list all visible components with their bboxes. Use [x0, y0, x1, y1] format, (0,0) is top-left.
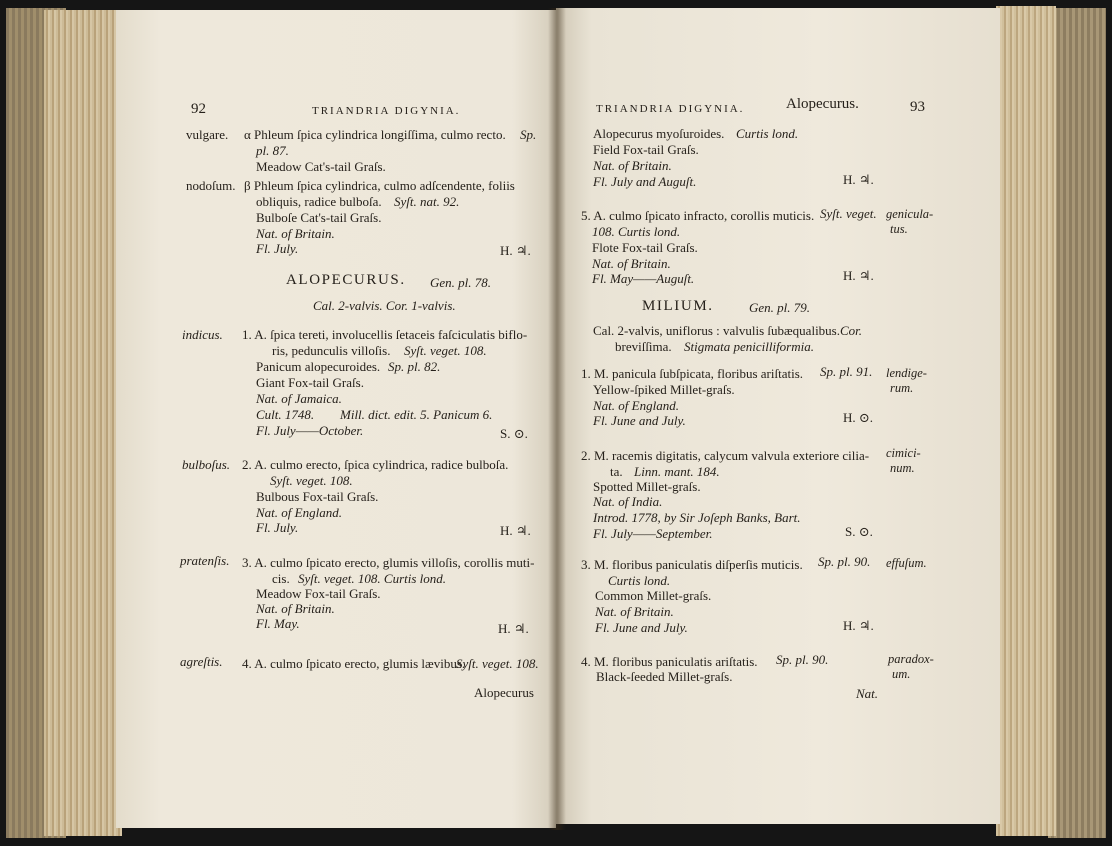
cimicinum-native: Nat. of India. — [593, 494, 663, 509]
bulbosus-label: bulboſus. — [182, 457, 231, 472]
indicus-cultivated-ref: Mill. dict. edit. 5. Panicum 6. — [340, 407, 493, 422]
lendigerum-line-1: 1. M. panicula ſubſpicata, floribus ariſtatis. — [581, 366, 804, 381]
geniculatus-line-1: 5. A. culmo ſpicato infracto, corollis muticis. — [581, 208, 815, 223]
vulgare-line-1: α Phleum ſpica cylindrica longiſſima, culmo recto. — [244, 127, 506, 142]
indicus-ref: Syſt. veget. 108. — [404, 343, 487, 358]
vulgare-ref-2: pl. 87. — [256, 143, 289, 158]
right-page-number: 93 — [910, 99, 925, 115]
nodosum-line-1: β Phleum ſpica cylindrica, culmo adſcendente, foliis — [244, 178, 515, 193]
myosuroides-ref: Curtis lond. — [736, 126, 799, 141]
book-cover-right — [1048, 8, 1106, 838]
indicus-line-1: 1. A. ſpica tereti, involucellis ſetaceis faſciculatis biflo- — [242, 327, 528, 342]
cimicinum-ref: Linn. mant. 184. — [634, 464, 720, 479]
bulbosus-ref: Syſt. veget. 108. — [270, 473, 353, 488]
alopecurus-genus-ref: Gen. pl. 78. — [430, 275, 492, 290]
pratensis-habit: H. ♃. — [498, 621, 529, 636]
cimicinum-line-2: ta. — [610, 464, 623, 479]
bulbosus-flowering: Fl. July. — [256, 520, 299, 535]
indicus-native: Nat. of Jamaica. — [256, 391, 342, 406]
cimicinum-label-2: num. — [890, 461, 915, 475]
right-header-genus: Alopecurus. — [786, 96, 859, 112]
lendigerum-label-1: lendige- — [886, 366, 927, 380]
alopecurus-genus-title: ALOPECURUS. — [286, 272, 406, 288]
right-catchword: Nat. — [856, 686, 879, 701]
lendigerum-common-name: Yellow-ſpiked Millet-graſs. — [593, 382, 735, 397]
geniculatus-common-name: Flote Fox-tail Graſs. — [592, 240, 698, 255]
milium-calyx-cor: Cor. — [840, 323, 863, 338]
effusum-native: Nat. of Britain. — [595, 604, 674, 619]
bulbosus-habit: H. ♃. — [500, 523, 531, 538]
agrestis-ref: Syſt. veget. 108. — [456, 656, 539, 671]
left-running-header: TRIANDRIA DIGYNIA. — [312, 105, 461, 117]
cimicinum-introduced: Introd. 1778, by Sir Joſeph Banks, Bart. — [593, 510, 801, 525]
effusum-habit: H. ♃. — [843, 618, 874, 633]
milium-calyx-line-2: breviſſima. — [615, 339, 672, 354]
lendigerum-label-2: rum. — [890, 381, 914, 395]
paradoxum-ref: Sp. pl. 90. — [776, 652, 829, 667]
vulgare-label: vulgare. — [186, 127, 229, 142]
geniculatus-habit: H. ♃. — [843, 268, 874, 283]
cimicinum-flowering: Fl. July——September. — [593, 526, 713, 541]
geniculatus-native: Nat. of Britain. — [592, 256, 671, 271]
effusum-line-1: 3. M. floribus paniculatis diſperſis muticis. — [581, 557, 803, 572]
indicus-label: indicus. — [182, 327, 223, 342]
myosuroides-flowering: Fl. July and Auguſt. — [593, 174, 697, 189]
right-running-header: TRIANDRIA DIGYNIA. — [596, 103, 745, 115]
indicus-synonym: Panicum alopecuroides. — [256, 359, 381, 374]
paradoxum-line-1: 4. M. floribus paniculatis ariſtatis. — [581, 654, 758, 669]
pratensis-native: Nat. of Britain. — [256, 601, 335, 616]
left-catchword: Alopecurus — [474, 685, 534, 700]
effusum-label: effuſum. — [886, 556, 927, 570]
geniculatus-ref-2: 108. Curtis lond. — [592, 224, 681, 239]
cimicinum-line-1: 2. M. racemis digitatis, calycum valvula exteriore cilia- — [581, 448, 870, 463]
myosuroides-line-1: Alopecurus myoſuroides. — [593, 126, 725, 141]
indicus-habit: S. ⊙. — [500, 426, 528, 441]
cimicinum-habit: S. ⊙. — [845, 524, 873, 539]
paradoxum-common-name: Black-ſeeded Millet-graſs. — [596, 669, 733, 684]
alopecurus-calyx-corolla: Cal. 2-valvis. Cor. 1-valvis. — [313, 298, 456, 313]
myosuroides-native: Nat. of Britain. — [593, 158, 672, 173]
vulgare-ref-1: Sp. — [520, 127, 537, 142]
pratensis-line-1: 3. A. culmo ſpicato erecto, glumis villoſis, corollis muti- — [242, 555, 535, 570]
cimicinum-label-1: cimici- — [886, 446, 921, 460]
lendigerum-ref: Sp. pl. 91. — [820, 364, 873, 379]
geniculatus-flowering: Fl. May——Auguſt. — [592, 271, 695, 286]
effusum-common-name: Common Millet-graſs. — [595, 588, 712, 603]
nodosum-line-2: obliquis, radice bulboſa. — [256, 194, 382, 209]
paradoxum-label-1: paradox- — [888, 652, 934, 666]
vulgare-common-name: Meadow Cat's-tail Graſs. — [256, 159, 386, 174]
bulbosus-line-1: 2. A. culmo erecto, ſpica cylindrica, radice bulboſa. — [242, 457, 509, 472]
myosuroides-common-name: Field Fox-tail Graſs. — [593, 142, 699, 157]
effusum-ref-2: Curtis lond. — [608, 573, 671, 588]
geniculatus-label-1: genicula- — [886, 207, 934, 221]
pratensis-label: pratenſis. — [180, 553, 230, 568]
left-page-number: 92 — [191, 101, 206, 117]
milium-genus-title: MILIUM. — [642, 298, 714, 314]
indicus-common-name: Giant Fox-tail Graſs. — [256, 375, 364, 390]
geniculatus-label-2: tus. — [890, 222, 908, 236]
indicus-synonym-ref: Sp. pl. 82. — [388, 359, 441, 374]
nodosum-label: nodoſum. — [186, 178, 236, 193]
geniculatus-ref-1: Syſt. veget. — [820, 206, 877, 221]
pratensis-flowering: Fl. May. — [256, 616, 300, 631]
indicus-cultivated: Cult. 1748. — [256, 407, 315, 422]
lendigerum-habit: H. ⊙. — [843, 410, 874, 425]
lendigerum-native: Nat. of England. — [593, 398, 679, 413]
nodosum-flowering: Fl. July. — [256, 241, 299, 256]
nodosum-habit: H. ♃. — [500, 243, 531, 258]
pratensis-ref: Syſt. veget. 108. Curtis lond. — [298, 571, 447, 586]
lendigerum-flowering: Fl. June and July. — [593, 413, 686, 428]
pratensis-common-name: Meadow Fox-tail Graſs. — [256, 586, 381, 601]
page-edges-left — [44, 10, 122, 836]
effusum-ref-1: Sp. pl. 90. — [818, 554, 871, 569]
bulbosus-common-name: Bulbous Fox-tail Graſs. — [256, 489, 379, 504]
milium-genus-ref: Gen. pl. 79. — [749, 300, 811, 315]
nodosum-common-name: Bulboſe Cat's-tail Graſs. — [256, 210, 382, 225]
myosuroides-habit: H. ♃. — [843, 172, 874, 187]
milium-stigmata: Stigmata penicilliformia. — [684, 339, 814, 354]
milium-calyx-line-1: Cal. 2-valvis, uniflorus : valvulis ſubæqualibus. — [593, 323, 840, 338]
indicus-flowering: Fl. July——October. — [256, 423, 364, 438]
effusum-flowering: Fl. June and July. — [595, 620, 688, 635]
bulbosus-native: Nat. of England. — [256, 505, 342, 520]
paradoxum-label-2: um. — [892, 667, 911, 681]
agrestis-label: agreſtis. — [180, 654, 223, 669]
pratensis-line-2: cis. — [272, 571, 290, 586]
page-edges-right — [996, 6, 1056, 836]
indicus-line-2: ris, pedunculis villoſis. — [272, 343, 391, 358]
agrestis-line-1: 4. A. culmo ſpicato erecto, glumis lævibus. — [242, 656, 466, 671]
nodosum-ref: Syſt. nat. 92. — [394, 194, 460, 209]
book-gutter — [548, 8, 566, 830]
nodosum-native: Nat. of Britain. — [256, 226, 335, 241]
cimicinum-common-name: Spotted Millet-graſs. — [593, 479, 701, 494]
